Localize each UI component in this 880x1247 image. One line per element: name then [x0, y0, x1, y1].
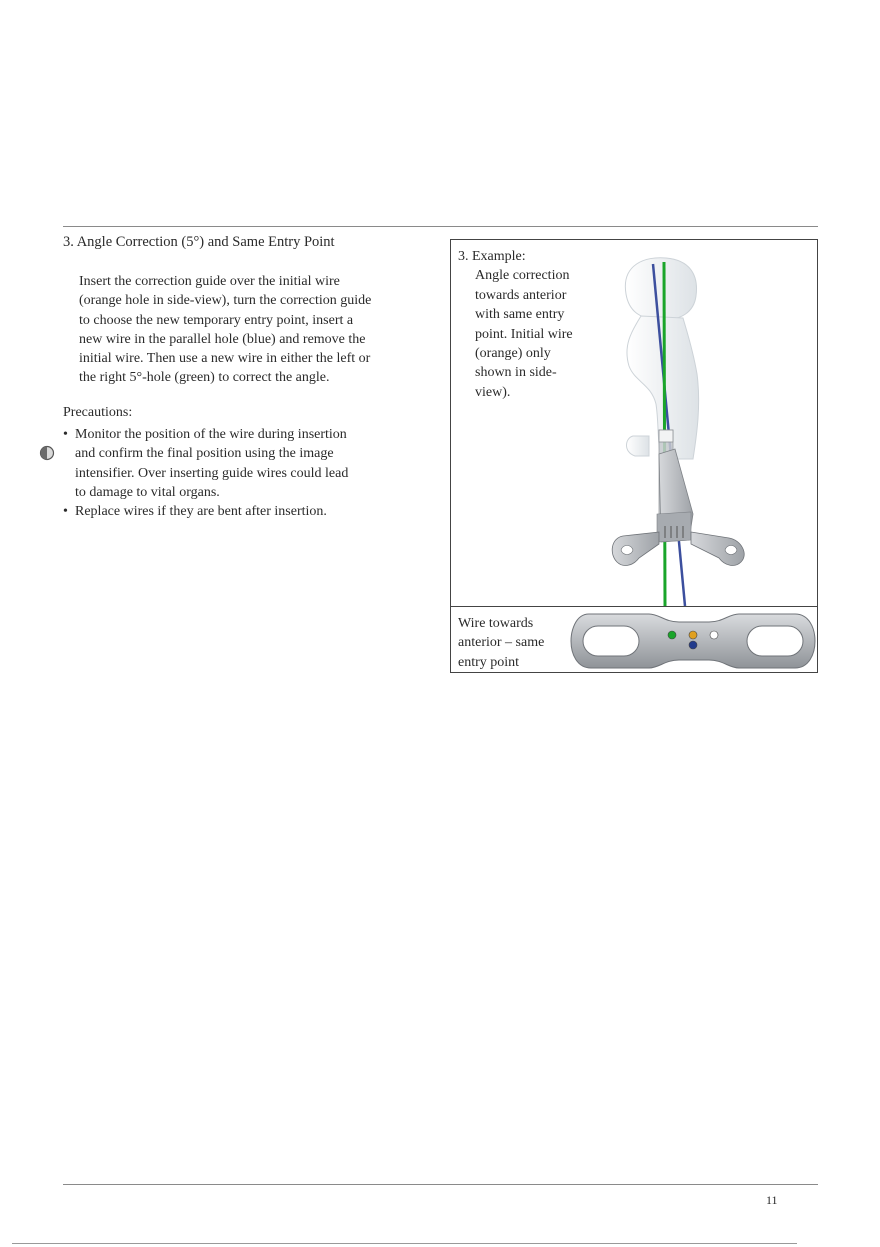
guide-plate-top-view: [569, 610, 817, 672]
example-figure: [450, 239, 818, 673]
page-edge-line: [12, 1243, 797, 1244]
green-hole: [668, 631, 676, 639]
figure-label: [458, 247, 590, 402]
bottom-rule: [63, 1184, 818, 1185]
top-rule: [63, 226, 818, 227]
instruction-line: (orange hole in side-view), turn the correction guide: [79, 293, 372, 309]
instruction-line: new wire in the parallel hole (blue) and remove the: [79, 331, 366, 347]
precautions-list: [63, 425, 393, 521]
caption-line: entry point: [458, 654, 520, 670]
figure-caption: [458, 614, 568, 672]
figure-label-line: (orange) only: [475, 346, 551, 362]
figure-label-line: view).: [475, 384, 511, 400]
femoral-head: [625, 258, 696, 320]
blue-hole: [689, 641, 697, 649]
precaution-line: Monitor the position of the wire during insertion: [75, 427, 347, 442]
precautions-title: Precautions:: [63, 405, 133, 420]
instruction-line: Insert the correction guide over the initial wire: [79, 274, 340, 289]
precaution-line: Replace wires if they are bent after insertion.: [75, 504, 327, 520]
instruction-line: initial wire. Then use a new wire in either the left or: [79, 351, 371, 367]
caution-icon: [39, 445, 55, 461]
figure-label-title: 3. Example:: [458, 249, 526, 264]
instruction-line: the right 5°-hole (green) to correct the angle.: [79, 370, 330, 386]
caption-line: Wire towards: [458, 616, 534, 631]
figure-label-line: towards anterior: [475, 287, 567, 303]
femur-guide-illustration: [601, 254, 781, 606]
figure-label-line: point. Initial wire: [475, 326, 573, 342]
lesser-trochanter: [627, 436, 650, 456]
precaution-item: [63, 502, 393, 521]
caption-line: anterior – same: [458, 635, 545, 651]
instruction-line: to choose the new temporary entry point, insert a: [79, 312, 354, 328]
instruction-paragraph: [79, 272, 409, 388]
precaution-line: and confirm the final position using the image: [75, 446, 334, 462]
figure-label-line: with same entry: [475, 307, 565, 323]
section-heading: 3. Angle Correction (5°) and Same Entry Point: [63, 234, 335, 250]
orange-hole: [689, 631, 697, 639]
figure-label-line: Angle correction: [475, 268, 570, 284]
plate-left-slot: [583, 626, 639, 656]
white-hole: [710, 631, 718, 639]
figure-label-line: shown in side-: [475, 365, 557, 381]
bullet: •: [63, 504, 68, 520]
page-number: 11: [766, 1193, 778, 1207]
precaution-item: [63, 425, 393, 502]
bullet: •: [63, 427, 68, 442]
precaution-line: intensifier. Over inserting guide wires could lead: [75, 465, 349, 481]
plate-right-slot: [747, 626, 803, 656]
precaution-line: to damage to vital organs.: [75, 484, 220, 500]
figure-divider: [451, 606, 817, 607]
guide-handle-left: [612, 532, 659, 565]
